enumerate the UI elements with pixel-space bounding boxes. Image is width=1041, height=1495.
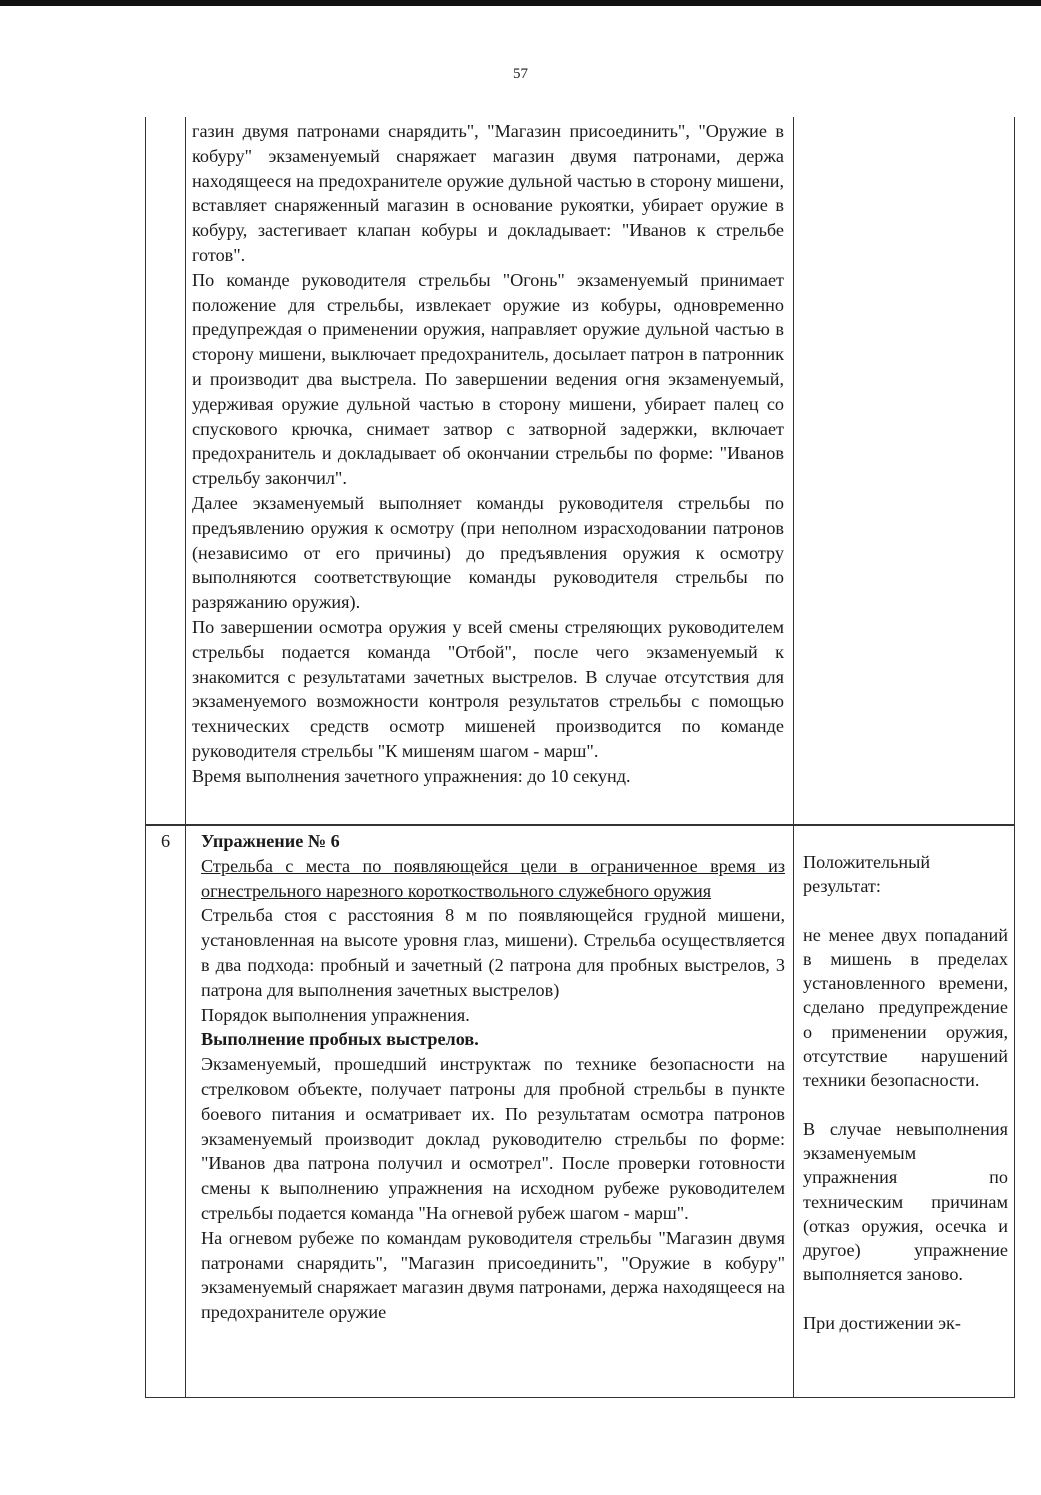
exercise-subtitle: Стрельба с места по появляющейся цели в ограниченное время из огнестрельного нарезного короткоствольного служебного оружия [201,855,785,901]
criteria-spacer [803,1093,1008,1117]
criteria-positive: не менее двух попаданий в мишень в пределах установленного времени, сделано предупреждение о применении оружия, отсутствие нарушений техники безопасности. [803,924,1008,1091]
exercise-paragraph: На огневом рубеже по командам руководителя стрельбы "Магазин двумя патронами снарядить", "Магазин присоединить", "Оружие в кобуру" экзаменуемый снаряжает магазин двумя патронами, держа находящееся на предохранителе оружие [201,1227,785,1323]
row2-number: 6 [160,831,171,851]
exercise-table [145,117,1015,1398]
criteria-continuation: При достижении эк- [803,1312,961,1333]
criteria-failure: В случае невыполнения экзаменуемым упражнения по техническим причинам (отказ оружия, осечка и другое) упражнение выполняется заново. [803,1118,1008,1285]
row1-paragraph: По команде руководителя стрельбы "Огонь" экзаменуемый принимает положение для стрельбы, извлекает оружие из кобуры, одновременно предупреждая о применении оружия, направляет оружие дульной частью в сторону мишени, выключает предохранитель, досылает патрон в патронник и производит два выстрела. По завершении ведения огня экзаменуемый, удерживая оружие дульной частью в сторону мишени, убирает палец со спускового крючка, снимает затвор с затворной задержки, включает предохранитель и докладывает об окончании стрельбы по форме: "Иванов стрельбу закончил". [192,269,784,489]
row1-paragraph: газин двумя патронами снарядить", "Магазин присоединить", "Оружие в кобуру" экзаменуемый снаряжает магазин двумя патронами, держа находящееся на предохранителе оружие дульной частью в сторону мишени, вставляет снаряженный магазин в основание рукоятки, убирает оружие в кобуру, застегивает клапан кобуры и докладывает: "Иванов к стрельбе готов". [192,121,784,265]
column-divider-criteria [793,117,794,1397]
row1-paragraph: Время выполнения зачетного упражнения: до 10 секунд. [192,765,631,786]
criteria-heading: Положительный результат: [803,852,931,897]
criteria-spacer [803,1287,1008,1311]
criteria-spacer [803,899,1008,923]
exercise-conditions: Стрельба стоя с расстояния 8 м по появляющейся грудной мишени, установленная на высоте уровня глаз, мишени). Стрельба осуществляется в два подхода: пробный и зачетный (2 патрона для пробных выстрелов, 3 патрона для выполнения зачетных выстрелов) [201,905,785,1000]
section-heading: Выполнение пробных выстрелов. [201,1029,479,1050]
scan-top-edge [0,0,1041,6]
row2-criteria [803,850,1008,1335]
row1-paragraph: По завершении осмотра оружия у всей смены стреляющих руководителем стрельбы подается команда "Отбой", после чего экзаменуемый к знакомится с результатами зачетных выстрелов. В случае отсутствия для экзаменуемого возможности контроля результатов стрельбы с помощью технических средств осмотр мишеней производится по команде руководителя стрельбы "К мишеням шагом - марш". [192,616,784,761]
row1-paragraph: Далее экзаменуемый выполняет команды руководителя стрельбы по предъявлению оружия к осмотру (при неполном израсходовании патронов (независимо от его причины) до предъявления оружия к осмотру выполняются соответствующие команды руководителя стрельбы по разряжанию оружия). [192,492,784,613]
exercise-title: Упражнение № 6 [201,831,340,851]
row1-description [192,119,784,789]
exercise-paragraph: Экзаменуемый, прошедший инструктаж по технике безопасности на стрелковом объекте, получает патроны для пробной стрельбы в пункте боевого питания и осматривает их. По результатам осмотра патронов экзаменуемый производит доклад руководителю стрельбы по форме: "Иванов два патрона получил и осмотрел". После проверки готовности смены к выполнению упражнения на исходном рубеже руководителем стрельбы подается команда "На огневой рубеж шагом - марш". [201,1054,785,1223]
row2-description [201,829,785,1325]
exercise-order: Порядок выполнения упражнения. [201,1004,470,1025]
row-divider [146,824,1014,826]
page-number: 57 [513,66,528,82]
column-divider-number [185,117,186,1397]
